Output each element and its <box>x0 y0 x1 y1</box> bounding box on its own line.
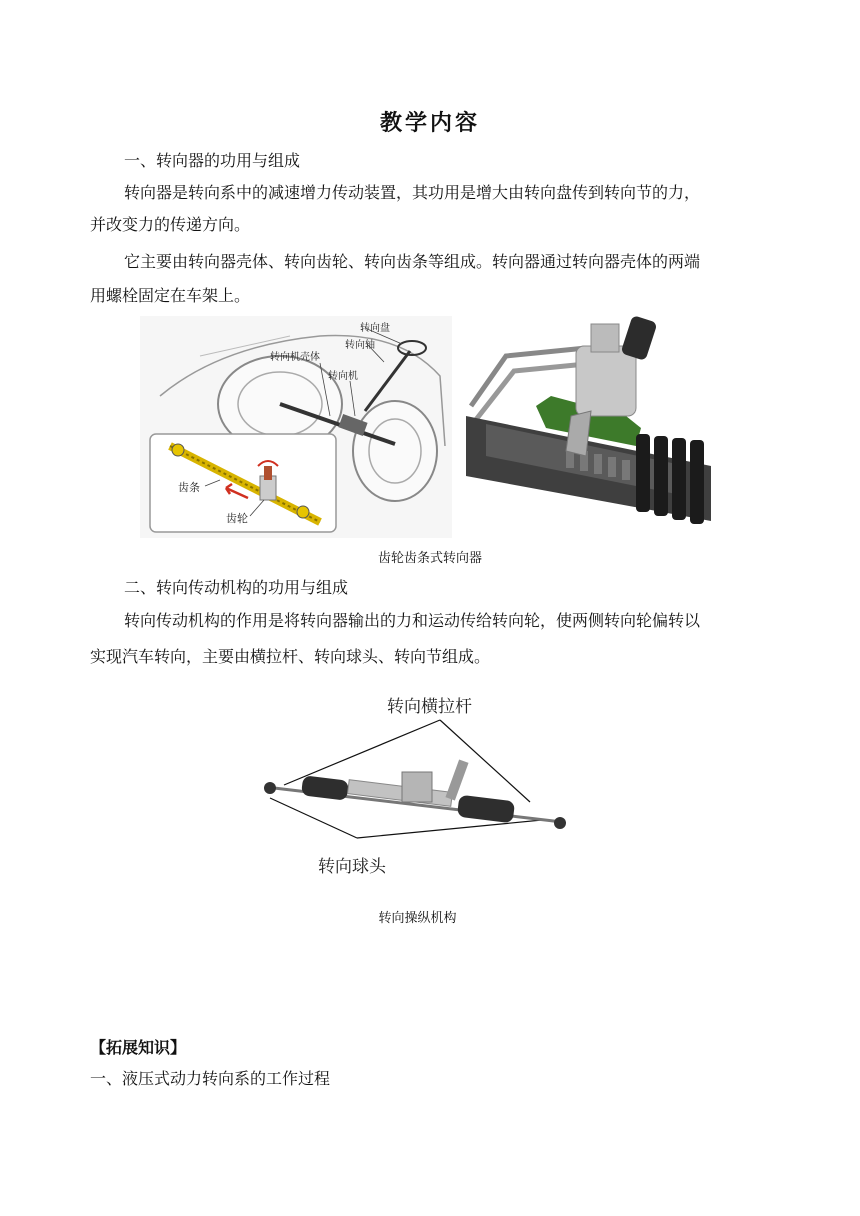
section1-para1-line1: 转向器是转向系中的减速增力传动装置，其功用是增大由转向盘传到转向节的力， <box>124 183 701 202</box>
section2-para-line2: 实现汽车转向，主要由横拉杆、转向球头、转向节组成。 <box>90 647 491 666</box>
extension-heading: 【拓展知识】 <box>90 1038 187 1057</box>
section1-para2-line2: 用螺栓固定在车架上。 <box>90 286 251 305</box>
label-steering-wheel: 转向盘 <box>360 323 390 334</box>
label-rack: 齿条 <box>178 481 200 494</box>
section2-para-line1: 转向传动机构的作用是将转向器输出的力和运动传给转向轮，使两侧转向轮偏转以 <box>124 611 701 630</box>
page-title: 教学内容 <box>379 110 480 136</box>
label-pinion: 齿轮 <box>226 512 248 525</box>
tie-rod-diagram <box>252 690 587 880</box>
section1-heading: 一、转向器的功用与组成 <box>124 151 301 170</box>
extension-item1: 一、液压式动力转向系的工作过程 <box>90 1069 331 1088</box>
label-steering-shaft: 转向轴 <box>345 340 375 351</box>
section1-para2-line1: 它主要由转向器壳体、转向齿轮、转向齿条等组成。转向器通过转向器壳体的两端 <box>124 252 701 271</box>
figure1-caption: 齿轮齿条式转向器 <box>377 551 482 566</box>
section2-heading: 二、转向传动机构的功用与组成 <box>124 578 349 597</box>
label-gear-housing: 转向机壳体 <box>270 352 320 363</box>
label-ball-joint: 转向球头 <box>318 857 386 877</box>
rack-pinion-cutaway <box>466 316 711 530</box>
rack-pinion-diagram <box>140 316 452 538</box>
label-steering-gear: 转向机 <box>328 371 358 382</box>
figure2-caption: 转向操纵机构 <box>378 911 457 926</box>
section1-para1-line2: 并改变力的传递方向。 <box>90 215 251 234</box>
label-tie-rod: 转向横拉杆 <box>387 697 472 717</box>
